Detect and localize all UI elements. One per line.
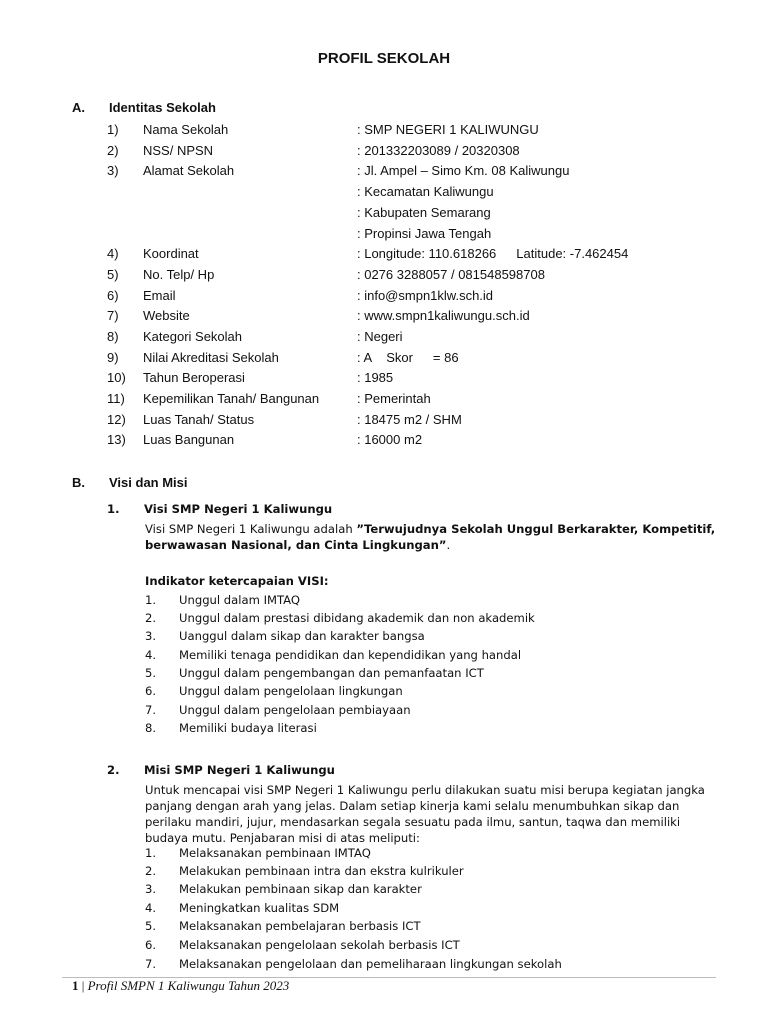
section-b-letter: B. [72,475,85,490]
row-value: : Jl. Ampel – Simo Km. 08 Kaliwungu [357,163,570,178]
page-title: PROFIL SEKOLAH [317,50,451,67]
row-value [357,350,459,365]
row-number: 2) [107,143,119,158]
row-value: : 16000 m2 [357,432,423,447]
identity-row [107,184,727,202]
row-value [357,246,628,261]
row-value: : Propinsi Jawa Tengah [357,226,492,241]
identity-row [107,308,727,326]
row-value: : Pemerintah [357,391,431,406]
row-value: : 18475 m2 / SHM [357,412,462,427]
row-label: Alamat Sekolah [143,163,235,178]
row-value: : Kecamatan Kaliwungu [357,184,494,199]
visi-title: Visi SMP Negeri 1 Kaliwungu [144,502,333,516]
row-label: Website [143,308,190,323]
row-value: : info@smpn1klw.sch.id [357,288,494,303]
identity-row [107,329,727,347]
row-label: Luas Bangunan [143,432,235,447]
identity-row [107,288,727,306]
row-number: 3) [107,163,119,178]
row-value: : 0276 3288057 / 081548598708 [357,267,545,282]
row-value: : Negeri [357,329,403,344]
section-b-title: Visi dan Misi [109,475,188,490]
visi-intro: Visi SMP Negeri 1 Kaliwungu adalah [145,522,357,536]
section-a-title: Identitas Sekolah [109,100,216,115]
visi-quote: ”Terwujudnya Sekolah Unggul Berkarakter, Kompetitif, berwawasan Nasional, dan Cinta Lingkungan” [145,522,716,552]
row-number: 12) [107,412,126,427]
row-number: 8) [107,329,119,344]
row-number: 7) [107,308,119,323]
row-label: Nilai Akreditasi Sekolah [143,350,279,365]
identity-row [107,370,727,388]
row-number: 11) [107,391,125,406]
akreditasi-value: : A [357,350,373,365]
row-number: 1) [107,122,119,137]
section-a-letter: A. [72,100,85,115]
row-label: Kepemilikan Tanah/ Bangunan [143,391,320,406]
identity-row [107,391,727,409]
page-footer [72,978,289,994]
row-number: 6) [107,288,119,303]
identity-row [107,267,727,285]
row-label: Koordinat [143,246,199,261]
misi-number: 2. [107,763,120,777]
row-value: : SMP NEGERI 1 KALIWUNGU [357,122,539,137]
row-label: NSS/ NPSN [143,143,214,158]
identity-row [107,350,727,368]
skor-label: Skor [386,350,413,365]
page-number: 1 [72,978,79,993]
footer-separator: | [78,978,88,993]
misi-intro: Untuk mencapai visi SMP Negeri 1 Kaliwungu perlu dilakukan suatu misi berupa kegiatan jangka panjang dengan arah yang jelas. Dalam setiap kinerja kami selalu menumbuhkan sikap dan perilaku mandiri, jujur, mendasarkan segala sesuatu pada ilmu, santun, taqwa dan memiliki budaya mutu. Penjabaran misi di atas meliputi: [145,783,705,845]
row-number: 4) [107,246,119,261]
row-number: 13) [107,432,126,447]
row-label: Email [143,288,176,303]
row-value: : 201332203089 / 20320308 [357,143,520,158]
misi-heading [107,763,507,779]
row-label: No. Telp/ Hp [143,267,215,282]
row-number: 10) [107,370,126,385]
visi-end: . [446,538,451,552]
row-value: : www.smpn1kaliwungu.sch.id [357,308,530,323]
identity-row [107,205,727,223]
visi-statement [145,521,725,553]
identity-row [107,122,727,140]
identity-row [107,163,727,181]
row-label: Tahun Beroperasi [143,370,245,385]
row-number: 9) [107,350,119,365]
identity-row [107,412,727,430]
row-value: : Kabupaten Semarang [357,205,491,220]
footer-text: Profil SMPN 1 Kaliwungu Tahun 2023 [87,978,290,993]
latitude-value: Latitude: -7.462454 [516,246,629,261]
row-label: Luas Tanah/ Status [143,412,255,427]
identity-row [107,226,727,244]
row-value: : 1985 [357,370,394,385]
visi-heading [107,502,507,518]
row-label: Kategori Sekolah [143,329,243,344]
row-number: 5) [107,267,119,282]
misi-title: Misi SMP Negeri 1 Kaliwungu [144,763,335,777]
skor-value: = 86 [432,350,459,365]
row-label: Nama Sekolah [143,122,229,137]
longitude-value: : Longitude: 110.618266 [357,246,497,261]
indikator-heading: Indikator ketercapaian VISI: [145,574,329,588]
identity-row [107,432,727,450]
section-a-heading [72,100,372,118]
visi-number: 1. [107,502,120,516]
identity-row [107,246,727,264]
identity-row [107,143,727,161]
section-b-heading [72,475,372,493]
